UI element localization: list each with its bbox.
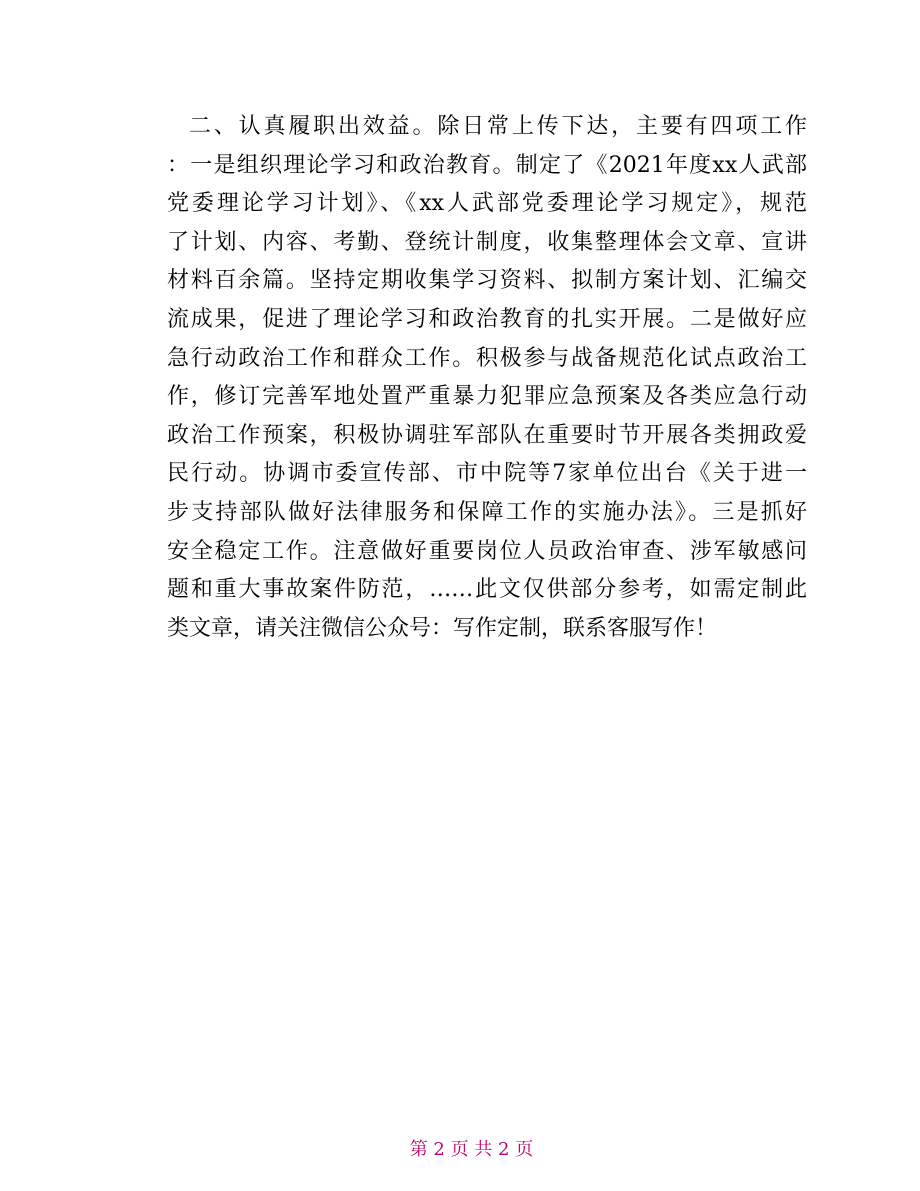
page-footer [0,1111,920,1189]
paragraph-line: 作，修订完善军地处置严重暴力犯罪应急预案及各类应急行动 [167,384,807,410]
paragraph-line: 党委理论学习计划》、《xx人武部党委理论学习规定》，规范 [167,191,807,217]
paragraph-line: 政治工作预案，积极协调驻军部队在重要时节开展各类拥政爱 [167,422,807,448]
paragraph-line: 步支持部队做好法律服务和保障工作的实施办法》。三是抓好 [167,499,807,525]
paragraph-line: 民行动。协调市委宣传部、市中院等7家单位出台《关于进一 [167,461,807,487]
paragraph-line: ：一是组织理论学习和政治教育。制定了《2021年度xx人武部 [167,152,807,178]
paragraph-line: 材料百余篇。坚持定期收集学习资料、拟制方案计划、汇编交 [167,268,807,294]
document-body [167,108,807,648]
paragraph-line: 类文章，请关注微信公众号：写作定制，联系客服写作！ [167,615,718,641]
paragraph-line: 安全稳定工作。注意做好重要岗位人员政治审查、涉军敏感问 [167,538,807,564]
paragraph-line: 二、认真履职出效益。除日常上传下达，主要有四项工作 [189,114,807,139]
paragraph-line: 了计划、内容、考勤、登统计制度，收集整理体会文章、宣讲 [167,229,807,255]
paragraph-line: 流成果，促进了理论学习和政治教育的扎实开展。二是做好应 [167,306,807,332]
page-number-indicator: 第 2 页 共 2 页 [409,1139,534,1160]
paragraph-line: 急行动政治工作和群众工作。积极参与战备规范化试点政治工 [167,345,807,371]
paragraph-line: 题和重大事故案件防范，……此文仅供部分参考，如需定制此 [167,577,807,603]
